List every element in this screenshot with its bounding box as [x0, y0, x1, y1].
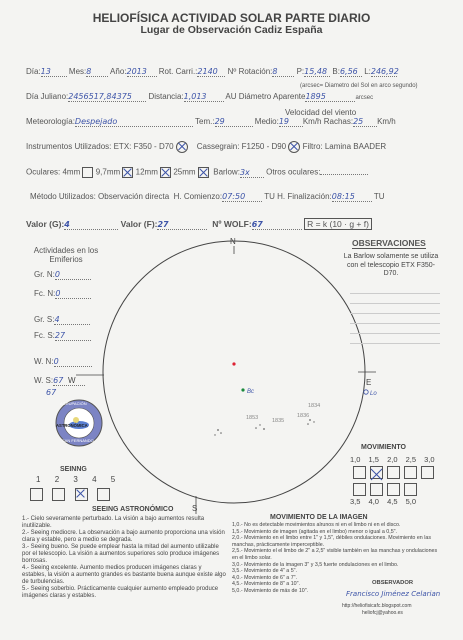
east-label: E: [366, 378, 372, 387]
logo-text-3: SAN FERNANDO: [62, 438, 94, 443]
comienzo-value: 07:50: [222, 192, 246, 201]
observador-url[interactable]: http://heliofisicafc.blogspot.com: [342, 603, 412, 609]
rot-carri-value: 2140: [197, 67, 218, 76]
mov-cell-5-0[interactable]: [404, 483, 417, 496]
anio-label: Año:: [110, 67, 127, 76]
tem-value: 29: [214, 117, 225, 126]
ocular-4mm-checkbox[interactable]: [82, 167, 93, 178]
seeing-4-label: 4: [92, 475, 97, 484]
seeing-desc-4: 4.- Seeing excelente. Aumento medios producen imágenes claras y estables, la visión a aumento grandes es bastante buena aunque existe algo de turbulencias.: [22, 565, 226, 585]
seeing-1-label: 1: [36, 475, 41, 484]
meteo-label: Meteorología:: [26, 117, 75, 126]
seeing-desc-3: 3.- Seeing bueno. Se puede emplear hasta la mitad del aumento utilizable por el telescopio. La visión a aumentos superiores solo produce imágenes borrosas.: [22, 544, 220, 564]
mov-desc-7: 4,0.- Movimiento de 6" a 7".: [232, 574, 298, 581]
gr-n-value: 0: [54, 270, 60, 279]
otros-oculares-label: Otros oculares:: [266, 167, 321, 177]
group-label-1: 1853: [246, 415, 259, 421]
seeing-scale: [36, 475, 115, 484]
mov-cell-1-5[interactable]: [370, 466, 383, 479]
lo-label: Lo: [370, 391, 377, 397]
seeing-desc-2: 2.- Seeing mediocre. La observación a bajo aumento proporciona una visión clara y estable, pero a medio se degrada.: [22, 530, 225, 543]
p-label: P:: [296, 67, 305, 76]
diametro-value: 1895: [305, 92, 326, 101]
ocular-12mm-label: 12mm: [135, 167, 158, 177]
disk-center-mark: [232, 362, 235, 365]
movimiento-row2-labels: [350, 497, 416, 506]
mes-value: 8: [86, 67, 92, 76]
lo-marker: [364, 390, 368, 394]
observaciones-title: OBSERVACIONES: [352, 238, 426, 248]
seeing-astronomico-list: [22, 516, 226, 600]
solar-disk: [103, 241, 365, 503]
medio-value: 19: [278, 117, 289, 126]
dia-value: 13: [40, 67, 51, 76]
mov-2-5-label: 2,5: [405, 455, 417, 464]
movimiento-title: MOVIMIENTO: [361, 444, 406, 451]
fc-s-value: 27: [54, 331, 66, 340]
metodo-label: Método Utilizados: Observación directa: [30, 192, 170, 201]
l-label: L:: [364, 67, 371, 76]
valor-g-label: Valor (G):: [26, 219, 65, 229]
instrumentos-label: Instrumentos Utilizados: ETX: F350 - D70: [26, 142, 174, 152]
mov-desc-5: 3,0.- Movimiento de la imagen 3" y 3,5 fuerte ondulaciones en el limbo.: [232, 561, 399, 568]
valor-f-value: 27: [157, 220, 169, 229]
sunspot-cluster-1: [214, 429, 221, 436]
w-n-label: W. N:: [34, 357, 54, 366]
mov-5-0-label: 5,0: [405, 497, 417, 506]
row-metodo: [30, 192, 385, 202]
mov-desc-6: 3,5.- Movimiento de 4" a 5".: [232, 568, 298, 575]
mov-cell-1-0[interactable]: [353, 466, 366, 479]
observador-email[interactable]: heliofcj@yahoo.es: [362, 610, 403, 616]
sunspot-cluster-3: [307, 419, 315, 425]
bc-label: Bc: [247, 389, 255, 395]
w-n-row: [34, 357, 92, 367]
bc-marker: [241, 388, 244, 391]
hemisferios-title: Actividades en los Emiferios: [33, 246, 99, 264]
tem-label: Tem.:: [195, 117, 215, 126]
group-label-4: 1834: [308, 403, 321, 409]
seeing-3-box[interactable]: [75, 488, 88, 501]
wolf-label: Nº WOLF:: [212, 219, 252, 229]
mov-1-5-label: 1,5: [368, 455, 379, 464]
ocular-25mm-label: 25mm: [173, 167, 196, 177]
comienzo-label: H. Comienzo:: [173, 192, 223, 201]
seeing-desc-5: 5.- Seeing soberbio. Prácticamente cualquier aumento empleado produce imágenes claras y estables.: [22, 586, 219, 599]
kmh-label-1: Km/h: [302, 117, 322, 126]
logo-text-1: AGRUPACIÓN: [60, 401, 87, 406]
group-label-3: 1836: [297, 413, 310, 419]
finalizacion-value: 08:15: [331, 192, 355, 201]
arcsec-note: (arcsec= Diametro del Sol en arco segundo): [300, 83, 418, 89]
seeing-1-box[interactable]: [30, 488, 43, 501]
medio-label: Medio:: [254, 117, 279, 126]
gr-n-row: [34, 270, 91, 280]
logo-text-2: ASTRONÓMICA: [56, 423, 88, 428]
rachas-value: 25: [353, 117, 364, 126]
cassegrain-checkbox[interactable]: [288, 141, 300, 153]
arcsec-label: arcsec: [355, 95, 374, 101]
fc-n-value: 0: [55, 289, 61, 298]
seeing-2-box[interactable]: [52, 488, 65, 501]
ocular-9mm-label: 9,7mm: [95, 167, 121, 177]
gr-s-label: Gr. S:: [34, 315, 55, 324]
mov-cell-3-5[interactable]: [353, 483, 366, 496]
mov-cell-2-5[interactable]: [404, 466, 417, 479]
ocular-9mm-checkbox[interactable]: [122, 167, 133, 178]
fc-n-label: Fc. N:: [34, 289, 56, 298]
nrotacion-label: Nº Rotación:: [227, 67, 273, 76]
nrotacion-value: 8: [272, 67, 278, 76]
fc-s-label: Fc. S:: [34, 331, 55, 340]
w-total-value: 67: [46, 388, 57, 397]
finalizacion-label: H. Finalización:: [277, 192, 332, 201]
diametro-label: Diámetro Aparente: [238, 92, 306, 101]
mov-3-0-label: 3,0: [424, 455, 435, 464]
ocular-4mm-label: Oculares: 4mm: [26, 167, 81, 177]
page-subtitle: Lugar de Observación Cadiz España: [140, 24, 323, 36]
mov-cell-2-0[interactable]: [387, 466, 400, 479]
valor-g-value: 4: [64, 220, 70, 229]
etx-checkbox[interactable]: [176, 141, 188, 153]
mov-cell-4-5[interactable]: [387, 483, 400, 496]
seeing-5-label: 5: [110, 475, 116, 484]
mov-desc-9: 5,0.- Movimiento de más de 10".: [232, 587, 309, 594]
row-fecha: [26, 67, 397, 77]
w-s-value: 67: [53, 376, 64, 385]
tu-label-2: TU: [373, 192, 385, 201]
anio-value: 2013: [126, 67, 147, 76]
rot-carri-label: Rot. Carri.:: [158, 67, 198, 76]
mov-4-5-label: 4,5: [387, 497, 398, 506]
seeing-boxes: [30, 486, 110, 504]
observador-signature: Francisco Jiménez Celarian: [346, 590, 441, 598]
mov-desc-3: 2,0.- Movimiento en el limbo entre 1" y 1,5", débiles ondulaciones. Movimiento en las manchas, prácticamente imperceptible.: [232, 535, 431, 548]
seeing-title: SEINNG: [60, 466, 87, 473]
mov-1-0-label: 1,0: [350, 455, 361, 464]
seeing-desc-1: 1.- Cielo severamente perturbado. La visión a bajo aumentos resulta inutilizable.: [22, 516, 205, 529]
kmh-label-2: Km/h: [377, 117, 396, 126]
movimiento-row1-labels: [350, 455, 435, 464]
w-s-label: W. S:: [34, 376, 54, 385]
barlow-value: 3x: [239, 167, 250, 177]
cassegrain-label: Cassegrain: F1250 - D90: [196, 142, 287, 152]
movimiento-imagen-title: MOVIMIENTO DE LA IMAGEN: [270, 514, 368, 521]
ocular-25mm-checkbox[interactable]: [198, 167, 209, 178]
l-value: 246,92: [370, 67, 399, 76]
meteo-value: Despejado: [74, 117, 118, 126]
row-oculares: [26, 167, 368, 178]
observador-label: OBSERVADOR: [372, 580, 414, 586]
rachas-label: Rachas:: [323, 117, 354, 126]
mov-3-5-label: 3,5: [350, 497, 361, 506]
distancia-value: 1,013: [183, 92, 207, 101]
mov-desc-4: 2,5.- Movimiento el el limbo de 2" a 2,5" visible también en las manchas y ondulaciones en el limbo solar.: [232, 548, 438, 561]
seeing-4-box[interactable]: [97, 488, 110, 501]
seeing-3-label: 3: [73, 475, 78, 484]
viento-label: Velocidad del viento: [285, 108, 357, 117]
mov-desc-2: 1,5.- Movimiento de imagen (agitada en el limbo) menor o igual a 0,5".: [232, 528, 397, 535]
distancia-label: Distancia:: [148, 92, 184, 101]
b-label: B:: [332, 67, 340, 76]
mov-desc-1: 1,0.- No es detectable movimientos alrunos ni en el limbo ni en el disco.: [232, 522, 401, 528]
valor-f-label: Valor (F):: [120, 219, 158, 229]
seeing-astronomico-title: SEEING ASTRONÓMICO: [92, 506, 174, 513]
w-n-value: 0: [53, 357, 59, 366]
mov-cell-3-0[interactable]: [421, 466, 434, 479]
juliano-label: Día Juliano:: [26, 92, 69, 101]
p-value: 15,48: [304, 67, 328, 76]
wolf-formula: R = k (10 · g + f): [304, 218, 372, 230]
observaciones-text: La Barlow solamente se utiliza con el telescopio ETX F350-D70.: [343, 253, 439, 277]
west-label: W: [68, 376, 76, 385]
gr-s-row: [34, 315, 90, 325]
mov-cell-4-0[interactable]: [370, 483, 383, 496]
sunspot-cluster-2: [255, 424, 265, 430]
fc-n-row: [34, 289, 91, 299]
north-label: N: [230, 237, 236, 246]
mov-cell-mark: [371, 469, 382, 480]
page-title: HELIOFÍSICA ACTIVIDAD SOLAR PARTE DIARIO: [92, 11, 371, 25]
seeing-2-label: 2: [54, 475, 60, 484]
au-label: AU: [225, 92, 237, 101]
tu-label-1: TU: [264, 192, 275, 201]
filtro-label: Filtro: Lamina BAADER: [302, 142, 387, 152]
gr-s-value: 4: [54, 315, 60, 324]
row-instrumentos: [26, 141, 386, 153]
row-juliano: [26, 92, 373, 102]
wolf-value: 67: [251, 220, 263, 229]
w-s-row: [34, 376, 85, 386]
ocular-12mm-checkbox[interactable]: [160, 167, 171, 178]
row-meteo: [26, 117, 396, 127]
mov-2-0-label: 2,0: [387, 455, 398, 464]
juliano-value: 2456517,84375: [68, 92, 132, 101]
mov-4-0-label: 4,0: [368, 497, 379, 506]
group-label-2: 1835: [272, 418, 285, 424]
mes-label: Mes:: [68, 67, 87, 76]
mov-desc-8: 4,5.- Movimiento de 8" a 10".: [232, 581, 300, 588]
dia-label: Día:: [26, 67, 41, 76]
fc-s-row: [34, 331, 91, 341]
b-value: 6,56: [339, 67, 358, 76]
gr-n-label: Gr. N:: [34, 270, 55, 279]
observaciones-lines: [350, 284, 440, 350]
south-label: S: [192, 504, 198, 513]
row-valores: [26, 219, 372, 230]
barlow-label: Barlow:: [213, 167, 240, 177]
